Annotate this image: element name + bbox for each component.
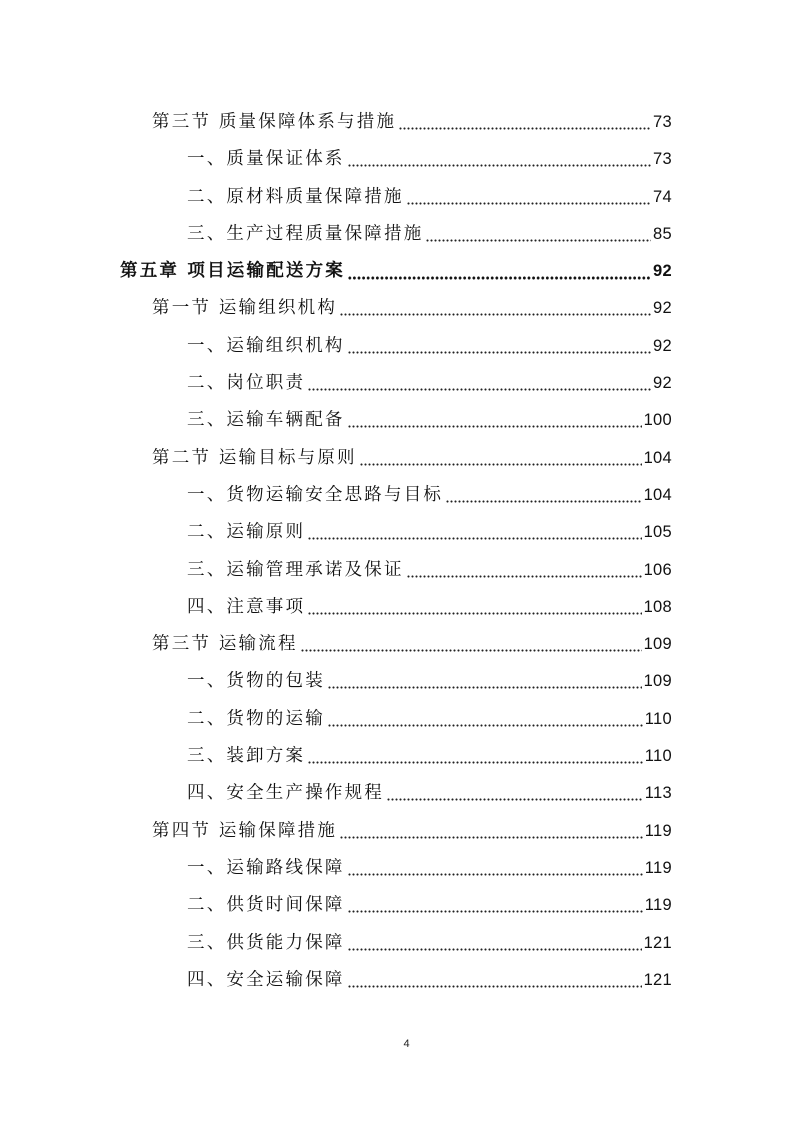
- table-of-contents: [0, 104, 672, 999]
- toc-entry-title: 一、货物的包装: [187, 671, 325, 692]
- dot-leader: [348, 850, 643, 887]
- toc-entry-page: 92: [653, 299, 672, 318]
- page-number: 4: [403, 1038, 410, 1050]
- dot-leader: [426, 216, 651, 253]
- dot-leader: [348, 962, 642, 999]
- toc-item-entry: [0, 962, 672, 999]
- toc-entry-page: 113: [644, 784, 672, 803]
- dot-leader: [340, 813, 643, 850]
- toc-entry-title: 二、原材料质量保障措施: [187, 186, 404, 207]
- toc-item-entry: [0, 850, 672, 887]
- toc-entry-page: 92: [653, 262, 672, 281]
- toc-entry-title: 第二节 运输目标与原则: [152, 447, 357, 468]
- toc-section-entry: [0, 440, 672, 477]
- toc-entry-page: 121: [643, 933, 672, 952]
- toc-item-entry: [0, 589, 672, 626]
- toc-entry-title: 四、安全生产操作规程: [187, 783, 384, 804]
- dot-leader: [348, 887, 643, 924]
- dot-leader: [407, 552, 642, 589]
- toc-item-entry: [0, 402, 672, 439]
- toc-entry-title: 一、质量保证体系: [187, 149, 345, 170]
- toc-entry-page: 109: [643, 672, 672, 691]
- dot-leader: [308, 365, 651, 402]
- dot-leader: [340, 290, 651, 327]
- toc-entry-title: 一、运输路线保障: [187, 857, 345, 878]
- toc-item-entry: [0, 514, 672, 551]
- toc-entry-title: 二、岗位职责: [187, 373, 306, 394]
- toc-item-entry: [0, 328, 672, 365]
- dot-leader: [348, 925, 642, 962]
- dot-leader: [301, 626, 642, 663]
- dot-leader: [308, 589, 641, 626]
- dot-leader: [328, 701, 643, 738]
- toc-entry-title: 第三节 质量保障体系与措施: [152, 112, 397, 132]
- dot-leader: [348, 402, 642, 439]
- dot-leader: [348, 253, 651, 290]
- toc-item-entry: [0, 701, 672, 738]
- toc-item-entry: [0, 887, 672, 924]
- dot-leader: [328, 663, 642, 700]
- dot-leader: [407, 179, 651, 216]
- toc-entry-title: 第五章 项目运输配送方案: [120, 261, 345, 282]
- toc-entry-page: 100: [643, 411, 672, 430]
- toc-entry-page: 121: [643, 970, 672, 989]
- toc-item-entry: [0, 216, 672, 253]
- dot-leader: [360, 440, 642, 477]
- dot-leader: [348, 328, 651, 365]
- toc-entry-page: 73: [653, 150, 672, 169]
- toc-entry-title: 第一节 运输组织机构: [152, 298, 338, 319]
- toc-entry-title: 三、运输管理承诺及保证: [187, 559, 404, 580]
- dot-leader: [308, 738, 643, 775]
- toc-entry-page: 109: [643, 635, 672, 654]
- dot-leader: [446, 477, 641, 514]
- toc-entry-page: 110: [644, 747, 672, 766]
- toc-item-entry: [0, 925, 672, 962]
- toc-entry-title: 第三节 运输流程: [152, 634, 298, 655]
- toc-entry-title: 第四节 运输保障措施: [152, 820, 338, 841]
- toc-entry-page: 92: [653, 336, 672, 355]
- toc-item-entry: [0, 365, 672, 402]
- toc-item-entry: [0, 552, 672, 589]
- toc-entry-page: 104: [643, 485, 672, 504]
- toc-section-entry: [0, 290, 672, 327]
- toc-entry-title: 二、供货时间保障: [187, 895, 345, 916]
- toc-item-entry: [0, 477, 672, 514]
- toc-entry-title: 四、安全运输保障: [187, 969, 345, 990]
- dot-leader: [387, 775, 643, 812]
- toc-item-entry: [0, 141, 672, 178]
- toc-item-entry: [0, 179, 672, 216]
- toc-entry-title: 三、供货能力保障: [187, 932, 345, 953]
- toc-entry-title: 二、运输原则: [187, 522, 306, 543]
- toc-entry-page: 105: [643, 523, 672, 542]
- toc-entry-page: 92: [653, 374, 672, 393]
- toc-item-entry: [0, 738, 672, 775]
- toc-entry-page: 85: [653, 224, 672, 243]
- toc-entry-page: 110: [644, 709, 672, 728]
- toc-entry-title: 三、生产过程质量保障措施: [187, 223, 424, 244]
- dot-leader: [399, 104, 651, 141]
- toc-entry-title: 一、货物运输安全思路与目标: [187, 484, 444, 505]
- toc-entry-page: 119: [644, 858, 672, 877]
- toc-entry-page: 108: [643, 597, 672, 616]
- toc-entry-page: 119: [644, 821, 672, 840]
- dot-leader: [308, 514, 641, 551]
- toc-section-entry: [0, 104, 672, 141]
- toc-entry-title: 三、运输车辆配备: [187, 410, 345, 431]
- toc-entry-title: 二、货物的运输: [187, 708, 325, 729]
- toc-section-entry: [0, 626, 672, 663]
- toc-entry-page: 119: [644, 896, 672, 915]
- toc-chapter-entry: [0, 253, 672, 290]
- toc-entry-page: 106: [643, 560, 672, 579]
- toc-entry-page: 104: [643, 448, 672, 467]
- toc-entry-title: 一、运输组织机构: [187, 335, 345, 356]
- toc-entry-page: 73: [653, 113, 672, 131]
- toc-entry-page: 74: [653, 187, 672, 206]
- toc-item-entry: [0, 775, 672, 812]
- toc-section-entry: [0, 813, 672, 850]
- toc-entry-title: 三、装卸方案: [187, 746, 306, 767]
- toc-item-entry: [0, 663, 672, 700]
- toc-entry-title: 四、注意事项: [187, 596, 306, 617]
- dot-leader: [348, 141, 651, 178]
